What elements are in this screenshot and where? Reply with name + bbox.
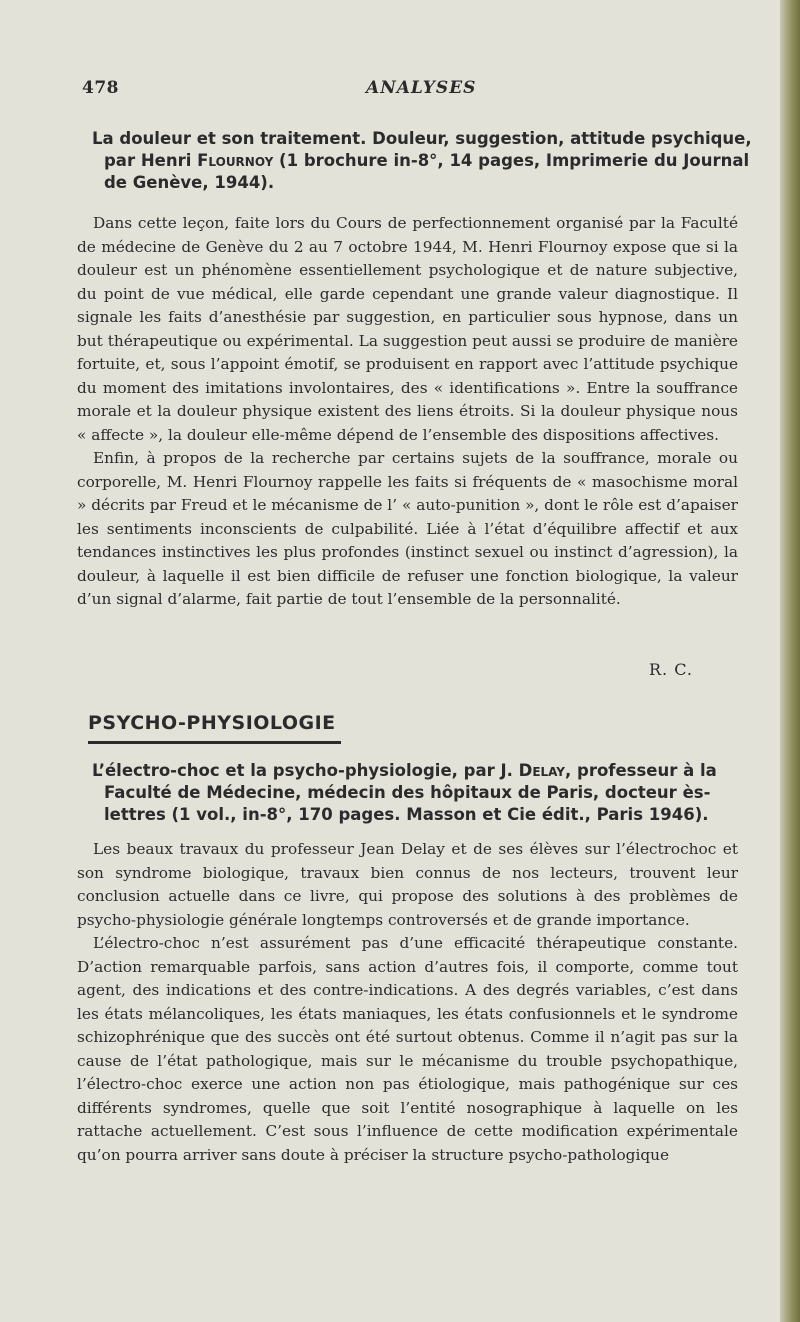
section-rule [88, 741, 341, 744]
review-1-author: Flournoy [197, 151, 274, 170]
review-1-signature: R. C. [649, 660, 693, 679]
section-heading: PSYCHO-PHYSIOLOGIE [88, 712, 336, 734]
review-1-body [77, 212, 738, 612]
page-number: 478 [82, 78, 119, 98]
review-1-title-tail: (1 brochure in-8°, 14 pages, Imprimerie du Journal de Genève, 1944). [104, 151, 750, 192]
review-2-paragraph-2: L’électro-choc n’est assurément pas d’une efficacité thérapeutique constante. D’action remarquable parfois, sans action d’autres fois, il comporte, comme tout agent, des indications et des contre-indications. A des degrés variables, c’est dans les états mélancoliques, les états maniaques, les états confusionnels et le syndrome schizophrénique que des succès ont été surtout obtenus. Comme il n’agit pas sur la cause de l’état pathologique, mais sur le mécanisme du trouble psychopathique, l’électro-choc exerce une action non pas étiologique, mais pathogénique sur ces différents syndromes, quelle que soit l’entité nosographique à laquelle on les rattache actuellement. C’est sous l’influence de cette modification expérimentale qu’on pourra arriver sans doute à préciser la structure psycho-pathologique [77, 934, 738, 1164]
review-1-paragraph-2: Enfin, à propos de la recherche par certains sujets de la souffrance, morale ou corporelle, M. Henri Flournoy rappelle les faits si fréquents de « masochisme moral » décrits par Freud et le mécanisme de l’ « auto-punition », dont le rôle est d’apaiser les sentiments inconscients de culpabilité. Liée à l’état d’équilibre affectif et aux tendances instinctives les plus profondes (instinct sexuel ou instinct d’agression), la douleur, à laquelle il est bien difficile de refuser une fonction biologique, la valeur d’un signal d’alarme, fait partie de tout l’ensemble de la personnalité. [77, 449, 738, 608]
review-2-title-lead: L’électro-choc et la psycho-physiologie, par J. [92, 761, 519, 780]
review-2-paragraph-1: Les beaux travaux du professeur Jean Delay et de ses élèves sur l’électrochoc et son syndrome biologique, travaux bien connus de nos lecteurs, trouvent leur conclusion actuelle dans ce livre, qui propose des solutions à des problèmes de psycho-physiologie générale longtemps controversés et de grande importance. [77, 840, 738, 929]
page-edge [780, 0, 800, 1322]
review-1-title [92, 128, 764, 194]
page-header [0, 78, 780, 102]
running-head: ANALYSES [366, 78, 477, 98]
review-2-body [77, 838, 738, 1167]
review-1-title-lead: La douleur et son traitement. Douleur, suggestion, attitude psychique, par Henri [92, 129, 752, 170]
review-2-title-tail: , professeur à la Faculté de Médecine, médecin des hôpitaux de Paris, docteur ès-lettres (1 vol., in-8°, 170 pages. Masson et Cie édit., Paris 1946). [104, 761, 717, 824]
review-2-author: Delay [518, 761, 565, 780]
review-2-title [92, 760, 764, 826]
review-1-paragraph-1: Dans cette leçon, faite lors du Cours de perfectionnement organisé par la Faculté de médecine de Genève du 2 au 7 octobre 1944, M. Henri Flournoy expose que si la douleur est un phénomène essentiellement psychologique et de nature subjective, du point de vue médical, elle garde cependant une grande valeur diagnostique. Il signale les faits d’anesthésie par suggestion, en particulier sous hypnose, dans un but thérapeutique ou expérimental. La suggestion peut aussi se produire de manière fortuite, et, sous l’appoint émotif, se produisent en rapport avec l’attitude psychique du moment des imitations involontaires, des « identifications ». Entre la souffrance morale et la douleur physique existent des liens étroits. Si la douleur physique nous « affecte », la douleur elle-même dépend de l’ensemble des dispositions affectives. [77, 214, 738, 444]
